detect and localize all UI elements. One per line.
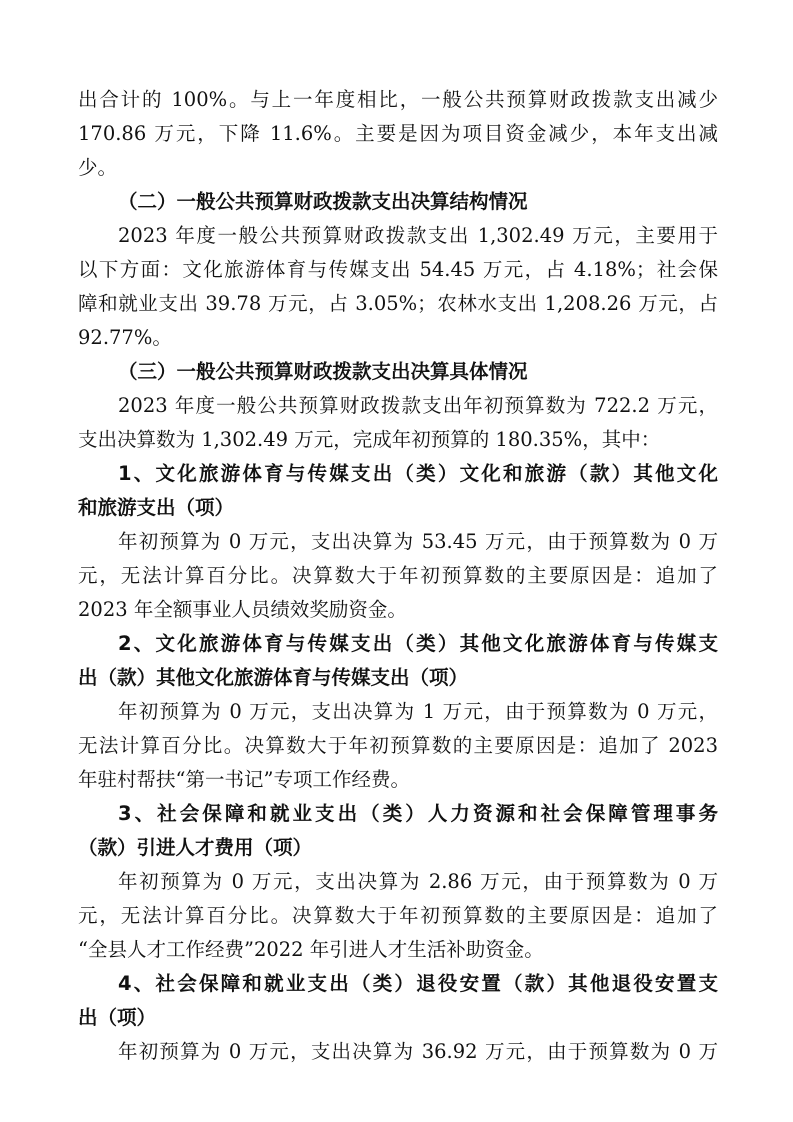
section-heading-line: 1、文化旅游体育与传媒支出（类）文化和旅游（款）其他文化 xyxy=(118,462,718,485)
body-text-line: 无法计算百分比。决算数大于年初预算数的主要原因是：追加了 2023 xyxy=(78,734,718,757)
section-heading-line: 4、社会保障和就业支出（类）退役安置（款）其他退役安置支 xyxy=(118,972,718,995)
section-heading-line: （三）一般公共预算财政拨款支出决算具体情况 xyxy=(118,360,528,383)
body-text-line: 年初预算为 0 万元，支出决算为 1 万元，由于预算数为 0 万元， xyxy=(118,700,718,723)
body-text-line: 出合计的 100%。与上一年度相比，一般公共预算财政拨款支出减少 xyxy=(78,88,718,111)
section-heading-line: 出（项） xyxy=(78,1006,157,1029)
section-heading-line: 2、文化旅游体育与传媒支出（类）其他文化旅游体育与传媒支 xyxy=(118,632,718,655)
body-text-line: 年初预算为 0 万元，支出决算为 53.45 万元，由于预算数为 0 万 xyxy=(118,530,718,553)
body-text-line: 2023 年度一般公共预算财政拨款支出 1,302.49 万元，主要用于 xyxy=(118,224,718,247)
body-text-line: 2023 年全额事业人员绩效奖励资金。 xyxy=(78,598,407,621)
body-text-line: 元，无法计算百分比。决算数大于年初预算数的主要原因是：追加了 xyxy=(78,564,718,587)
body-text-line: 2023 年度一般公共预算财政拨款支出年初预算数为 722.2 万元， xyxy=(118,394,718,417)
body-text-line: 170.86 万元，下降 11.6%。主要是因为项目资金减少，本年支出减 xyxy=(78,122,718,145)
section-heading-line: 出（款）其他文化旅游体育与传媒支出（项） xyxy=(78,666,469,689)
body-text-line: 年初预算为 0 万元，支出决算为 2.86 万元，由于预算数为 0 万 xyxy=(118,870,718,893)
body-text-line: 少。 xyxy=(78,156,118,179)
body-text-line: 年驻村帮扶“第一书记”专项工作经费。 xyxy=(78,768,410,791)
section-heading-line: 3、社会保障和就业支出（类）人力资源和社会保障管理事务 xyxy=(118,802,718,825)
body-text-line: 元，无法计算百分比。决算数大于年初预算数的主要原因是：追加了 xyxy=(78,904,718,927)
body-text-line: 年初预算为 0 万元，支出决算为 36.92 万元，由于预算数为 0 万 xyxy=(118,1040,718,1063)
section-heading-line: （二）一般公共预算财政拨款支出决算结构情况 xyxy=(118,190,528,213)
body-text-line: 障和就业支出 39.78 万元，占 3.05%；农林水支出 1,208.26 万元，占 xyxy=(78,292,718,315)
body-text-line: 支出决算数为 1,302.49 万元，完成年初预算的 180.35%，其中： xyxy=(78,428,661,451)
section-heading-line: （款）引进人才费用（项） xyxy=(78,836,313,859)
section-heading-line: 和旅游支出（项） xyxy=(78,496,235,519)
body-text-line: 以下方面：文化旅游体育与传媒支出 54.45 万元，占 4.18%；社会保 xyxy=(78,258,718,281)
body-text-line: 92.77%。 xyxy=(78,326,172,349)
body-text-line: “全县人才工作经费”2022 年引进人才生活补助资金。 xyxy=(78,938,544,961)
